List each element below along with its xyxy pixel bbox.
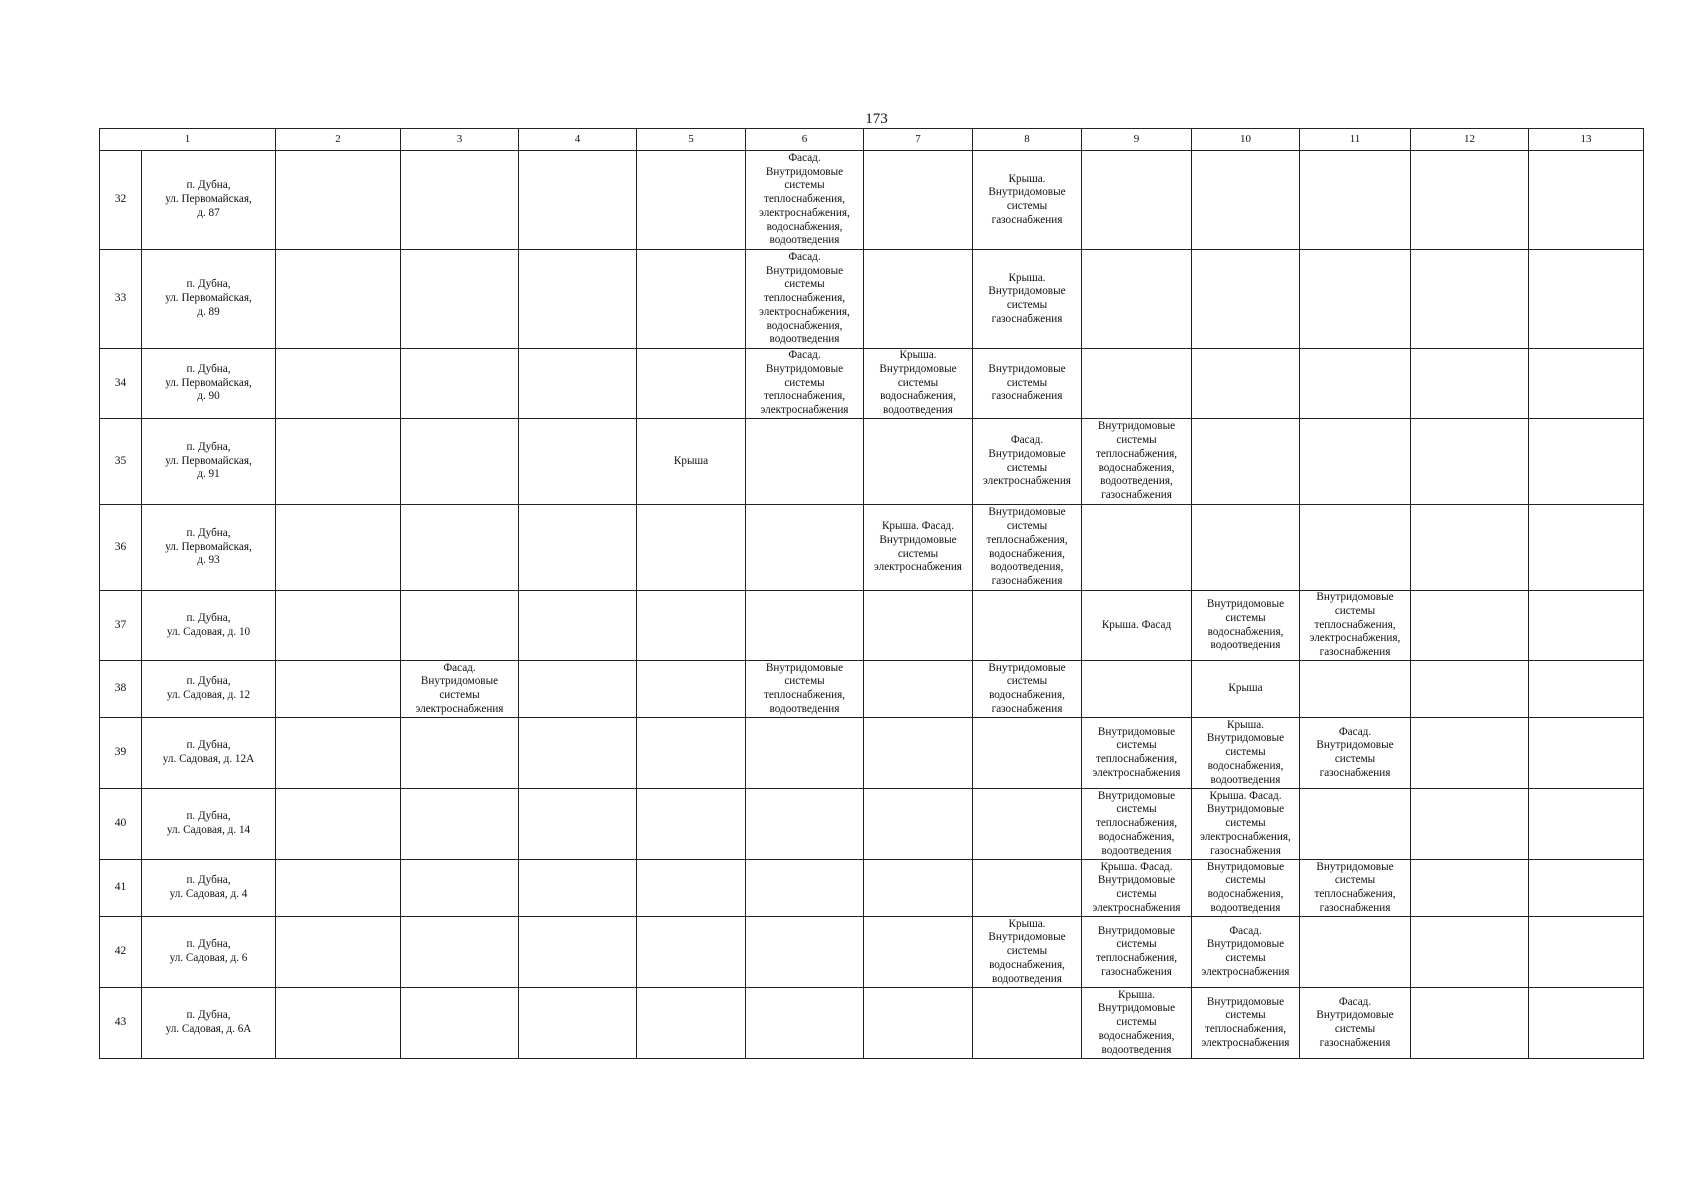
table-row xyxy=(100,349,1644,419)
column-header: 13 xyxy=(1529,129,1644,151)
table-cell-c4 xyxy=(519,250,637,349)
table-cell-c8: Внутридомовые системы газоснабжения xyxy=(973,349,1082,419)
table-cell-c7: Крыша. Фасад. Внутридомовые системы электроснабжения xyxy=(864,505,973,591)
table-cell-c13 xyxy=(1529,419,1644,505)
column-header: 12 xyxy=(1411,129,1529,151)
table-cell-c13 xyxy=(1529,988,1644,1059)
table-cell-c9: Крыша. Внутридомовые системы водоснабжения, водоотведения xyxy=(1082,988,1192,1059)
table-cell-c7 xyxy=(864,591,973,661)
table-cell-c8: Внутридомовые системы водоснабжения, газоснабжения xyxy=(973,661,1082,718)
table-cell-c12 xyxy=(1411,349,1529,419)
column-header: 5 xyxy=(637,129,746,151)
table-cell-c6: Фасад. Внутридомовые системы теплоснабжения, электроснабжения xyxy=(746,349,864,419)
table-cell-c3 xyxy=(401,419,519,505)
table-cell-c11 xyxy=(1300,661,1411,718)
row-number-cell: 37 xyxy=(100,591,142,661)
table-cell-c2 xyxy=(276,250,401,349)
table-cell-c6: Внутридомовые системы теплоснабжения, водоотведения xyxy=(746,661,864,718)
table-cell-c7 xyxy=(864,661,973,718)
table-cell-c5 xyxy=(637,591,746,661)
table-cell-c2 xyxy=(276,661,401,718)
table-cell-c4 xyxy=(519,789,637,860)
table-cell-c5 xyxy=(637,250,746,349)
table-cell-c10 xyxy=(1192,505,1300,591)
table-cell-c11 xyxy=(1300,349,1411,419)
row-number-cell: 42 xyxy=(100,917,142,988)
table-cell-c9: Крыша. Фасад xyxy=(1082,591,1192,661)
table-cell-c7 xyxy=(864,860,973,917)
address-cell: п. Дубна, ул. Первомайская, д. 90 xyxy=(142,349,276,419)
table-cell-c9 xyxy=(1082,349,1192,419)
table-cell-c12 xyxy=(1411,860,1529,917)
table-cell-c12 xyxy=(1411,151,1529,250)
table-cell-c10: Внутридомовые системы теплоснабжения, электроснабжения xyxy=(1192,988,1300,1059)
table-cell-c8: Внутридомовые системы теплоснабжения, водоснабжения, водоотведения, газоснабжения xyxy=(973,505,1082,591)
table-cell-c3: Фасад. Внутридомовые системы электроснабжения xyxy=(401,661,519,718)
table-cell-c2 xyxy=(276,505,401,591)
table-cell-c2 xyxy=(276,419,401,505)
table-cell-c12 xyxy=(1411,250,1529,349)
column-header: 4 xyxy=(519,129,637,151)
table-cell-c8: Крыша. Внутридомовые системы газоснабжения xyxy=(973,250,1082,349)
table-cell-c8 xyxy=(973,860,1082,917)
table-cell-c5 xyxy=(637,789,746,860)
table-cell-c9: Внутридомовые системы теплоснабжения, водоснабжения, водоотведения, газоснабжения xyxy=(1082,419,1192,505)
table-cell-c2 xyxy=(276,718,401,789)
address-cell: п. Дубна, ул. Первомайская, д. 93 xyxy=(142,505,276,591)
table-cell-c5 xyxy=(637,505,746,591)
table-cell-c5 xyxy=(637,151,746,250)
table-cell-c10: Крыша. Фасад. Внутридомовые системы электроснабжения, газоснабжения xyxy=(1192,789,1300,860)
table-cell-c6 xyxy=(746,988,864,1059)
table-cell-c10 xyxy=(1192,151,1300,250)
table-cell-c12 xyxy=(1411,591,1529,661)
table-cell-c6 xyxy=(746,917,864,988)
column-header: 2 xyxy=(276,129,401,151)
table-cell-c13 xyxy=(1529,591,1644,661)
table-cell-c9 xyxy=(1082,661,1192,718)
address-cell: п. Дубна, ул. Первомайская, д. 91 xyxy=(142,419,276,505)
table-cell-c11 xyxy=(1300,917,1411,988)
table-cell-c13 xyxy=(1529,151,1644,250)
table-row xyxy=(100,718,1644,789)
row-number-cell: 40 xyxy=(100,789,142,860)
address-cell: п. Дубна, ул. Садовая, д. 6А xyxy=(142,988,276,1059)
table-row xyxy=(100,917,1644,988)
row-number-cell: 35 xyxy=(100,419,142,505)
table-cell-c12 xyxy=(1411,718,1529,789)
table-cell-c10 xyxy=(1192,349,1300,419)
column-header: 6 xyxy=(746,129,864,151)
table-cell-c12 xyxy=(1411,661,1529,718)
table-cell-c11: Фасад. Внутридомовые системы газоснабжения xyxy=(1300,988,1411,1059)
table-row xyxy=(100,505,1644,591)
table-cell-c6 xyxy=(746,860,864,917)
table-cell-c4 xyxy=(519,505,637,591)
table-cell-c11 xyxy=(1300,789,1411,860)
table-cell-c10: Крыша xyxy=(1192,661,1300,718)
table-cell-c4 xyxy=(519,419,637,505)
table-cell-c11: Внутридомовые системы теплоснабжения, электроснабжения, газоснабжения xyxy=(1300,591,1411,661)
row-number-cell: 32 xyxy=(100,151,142,250)
table-cell-c11 xyxy=(1300,250,1411,349)
table-cell-c3 xyxy=(401,718,519,789)
row-number-cell: 38 xyxy=(100,661,142,718)
table-cell-c5 xyxy=(637,917,746,988)
row-number-cell: 33 xyxy=(100,250,142,349)
table-cell-c4 xyxy=(519,917,637,988)
table-row xyxy=(100,250,1644,349)
table-cell-c5 xyxy=(637,988,746,1059)
column-header: 9 xyxy=(1082,129,1192,151)
table-cell-c11 xyxy=(1300,505,1411,591)
table-cell-c7 xyxy=(864,250,973,349)
table-row xyxy=(100,789,1644,860)
table-cell-c8 xyxy=(973,789,1082,860)
table-cell-c6: Фасад. Внутридомовые системы теплоснабжения, электроснабжения, водоснабжения, водоотведения xyxy=(746,250,864,349)
table-cell-c4 xyxy=(519,151,637,250)
table-cell-c11: Внутридомовые системы теплоснабжения, газоснабжения xyxy=(1300,860,1411,917)
table-cell-c3 xyxy=(401,250,519,349)
table-row xyxy=(100,661,1644,718)
table-cell-c4 xyxy=(519,988,637,1059)
table-cell-c13 xyxy=(1529,349,1644,419)
address-cell: п. Дубна, ул. Садовая, д. 10 xyxy=(142,591,276,661)
header-row xyxy=(100,129,1644,151)
table-cell-c7 xyxy=(864,917,973,988)
table-cell-c7 xyxy=(864,789,973,860)
table-cell-c5 xyxy=(637,661,746,718)
table-cell-c12 xyxy=(1411,917,1529,988)
repair-schedule-table xyxy=(99,128,1644,1059)
table-cell-c8 xyxy=(973,718,1082,789)
address-cell: п. Дубна, ул. Первомайская, д. 87 xyxy=(142,151,276,250)
table-cell-c8: Крыша. Внутридомовые системы водоснабжения, водоотведения xyxy=(973,917,1082,988)
table-cell-c11 xyxy=(1300,151,1411,250)
table-cell-c3 xyxy=(401,349,519,419)
table-cell-c7 xyxy=(864,718,973,789)
table-cell-c5: Крыша xyxy=(637,419,746,505)
table-cell-c2 xyxy=(276,860,401,917)
table-cell-c13 xyxy=(1529,505,1644,591)
row-number-cell: 39 xyxy=(100,718,142,789)
address-cell: п. Дубна, ул. Садовая, д. 14 xyxy=(142,789,276,860)
table-cell-c4 xyxy=(519,860,637,917)
table-cell-c12 xyxy=(1411,419,1529,505)
page-number-text: 173 xyxy=(865,111,888,127)
row-number-cell: 34 xyxy=(100,349,142,419)
table-cell-c8: Крыша. Внутридомовые системы газоснабжения xyxy=(973,151,1082,250)
table-cell-c13 xyxy=(1529,860,1644,917)
table-cell-c3 xyxy=(401,505,519,591)
table-row xyxy=(100,419,1644,505)
table-cell-c7 xyxy=(864,151,973,250)
table-cell-c2 xyxy=(276,917,401,988)
address-cell: п. Дубна, ул. Садовая, д. 6 xyxy=(142,917,276,988)
table-cell-c12 xyxy=(1411,789,1529,860)
table-cell-c3 xyxy=(401,988,519,1059)
table-cell-c13 xyxy=(1529,789,1644,860)
table-cell-c13 xyxy=(1529,917,1644,988)
table-cell-c6 xyxy=(746,419,864,505)
column-header: 8 xyxy=(973,129,1082,151)
column-header: 1 xyxy=(100,129,276,151)
table-cell-c3 xyxy=(401,789,519,860)
table-cell-c10 xyxy=(1192,250,1300,349)
table-cell-c9 xyxy=(1082,151,1192,250)
table-cell-c6 xyxy=(746,718,864,789)
table-cell-c4 xyxy=(519,591,637,661)
table-cell-c13 xyxy=(1529,661,1644,718)
table-cell-c10: Внутридомовые системы водоснабжения, водоотведения xyxy=(1192,591,1300,661)
table-cell-c7 xyxy=(864,419,973,505)
table-cell-c12 xyxy=(1411,505,1529,591)
table-cell-c10 xyxy=(1192,419,1300,505)
page-number xyxy=(0,110,1697,128)
table-cell-c8 xyxy=(973,591,1082,661)
table-cell-c2 xyxy=(276,151,401,250)
address-cell: п. Дубна, ул. Садовая, д. 12А xyxy=(142,718,276,789)
row-number-cell: 36 xyxy=(100,505,142,591)
table-header xyxy=(100,129,1644,151)
address-cell: п. Дубна, ул. Садовая, д. 12 xyxy=(142,661,276,718)
table-cell-c6 xyxy=(746,591,864,661)
table-cell-c9 xyxy=(1082,250,1192,349)
table-cell-c6 xyxy=(746,789,864,860)
table-cell-c10: Крыша. Внутридомовые системы водоснабжения, водоотведения xyxy=(1192,718,1300,789)
table-cell-c9 xyxy=(1082,505,1192,591)
table-cell-c5 xyxy=(637,718,746,789)
table-cell-c8 xyxy=(973,988,1082,1059)
address-cell: п. Дубна, ул. Первомайская, д. 89 xyxy=(142,250,276,349)
table-cell-c13 xyxy=(1529,718,1644,789)
column-header: 7 xyxy=(864,129,973,151)
table-row xyxy=(100,860,1644,917)
table-cell-c13 xyxy=(1529,250,1644,349)
row-number-cell: 43 xyxy=(100,988,142,1059)
table-cell-c9: Внутридомовые системы теплоснабжения, газоснабжения xyxy=(1082,917,1192,988)
table-cell-c2 xyxy=(276,591,401,661)
table-cell-c7: Крыша. Внутридомовые системы водоснабжения, водоотведения xyxy=(864,349,973,419)
table-cell-c8: Фасад. Внутридомовые системы электроснабжения xyxy=(973,419,1082,505)
table-cell-c5 xyxy=(637,349,746,419)
table-cell-c12 xyxy=(1411,988,1529,1059)
table-cell-c10: Фасад. Внутридомовые системы электроснабжения xyxy=(1192,917,1300,988)
table-cell-c7 xyxy=(864,988,973,1059)
column-header: 11 xyxy=(1300,129,1411,151)
table-cell-c9: Внутридомовые системы теплоснабжения, электроснабжения xyxy=(1082,718,1192,789)
table-cell-c6 xyxy=(746,505,864,591)
table-cell-c2 xyxy=(276,349,401,419)
table-row xyxy=(100,988,1644,1059)
table-cell-c3 xyxy=(401,151,519,250)
table-cell-c11 xyxy=(1300,419,1411,505)
row-number-cell: 41 xyxy=(100,860,142,917)
table-cell-c2 xyxy=(276,789,401,860)
address-cell: п. Дубна, ул. Садовая, д. 4 xyxy=(142,860,276,917)
table-row xyxy=(100,591,1644,661)
table-cell-c4 xyxy=(519,718,637,789)
table-cell-c5 xyxy=(637,860,746,917)
column-header: 10 xyxy=(1192,129,1300,151)
table-body xyxy=(100,151,1644,1059)
column-header: 3 xyxy=(401,129,519,151)
table-cell-c4 xyxy=(519,661,637,718)
table-cell-c3 xyxy=(401,591,519,661)
table-cell-c3 xyxy=(401,917,519,988)
table-cell-c11: Фасад. Внутридомовые системы газоснабжения xyxy=(1300,718,1411,789)
table-row xyxy=(100,151,1644,250)
table-cell-c2 xyxy=(276,988,401,1059)
table-cell-c4 xyxy=(519,349,637,419)
table-cell-c6: Фасад. Внутридомовые системы теплоснабжения, электроснабжения, водоснабжения, водоотведения xyxy=(746,151,864,250)
table-cell-c9: Крыша. Фасад. Внутридомовые системы электроснабжения xyxy=(1082,860,1192,917)
table-cell-c9: Внутридомовые системы теплоснабжения, водоснабжения, водоотведения xyxy=(1082,789,1192,860)
table-cell-c3 xyxy=(401,860,519,917)
table-cell-c10: Внутридомовые системы водоснабжения, водоотведения xyxy=(1192,860,1300,917)
